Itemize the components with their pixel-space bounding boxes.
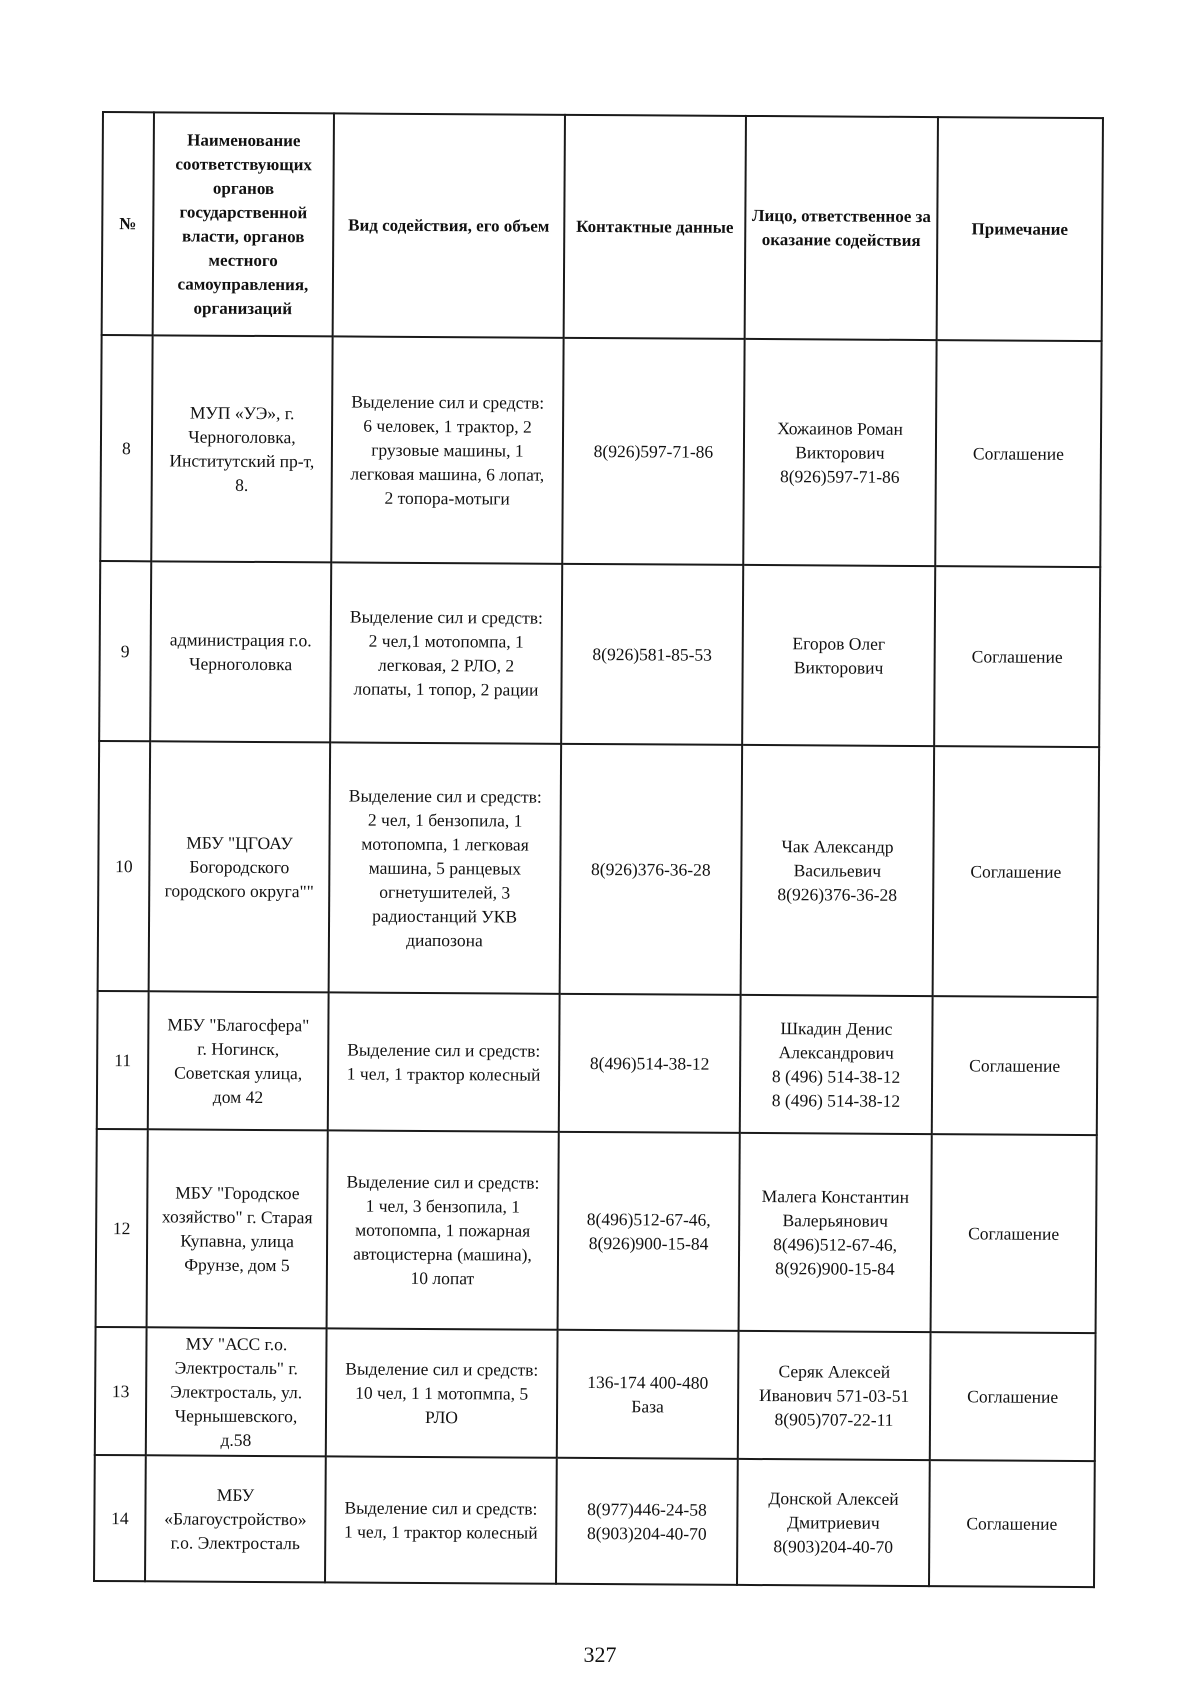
row-num: 14 xyxy=(94,1455,146,1581)
row-note: Соглашение xyxy=(932,996,1098,1135)
row-kind: Выделение сил и средств: 2 чел, 1 бензопила, 1 мотопомпа, 1 легковая машина, 5 ранцевых огнетушителей, 3 радиостанций УКВ диапозона xyxy=(329,742,562,993)
row-person: Донской Алексей Дмитриевич 8(903)204-40-70 xyxy=(737,1459,930,1586)
row-contacts: 8(926)597-71-86 xyxy=(562,338,744,565)
table-row xyxy=(97,991,1098,1135)
assistance-table xyxy=(93,111,1104,1588)
row-num: 12 xyxy=(96,1129,148,1327)
row-num: 11 xyxy=(97,991,149,1129)
row-note: Соглашение xyxy=(930,1332,1096,1461)
row-kind: Выделение сил и средств: 1 чел, 1 трактор колесный xyxy=(325,1456,557,1583)
header-contacts: Контактные данные xyxy=(564,115,746,339)
row-note: Соглашение xyxy=(935,340,1101,567)
table-row xyxy=(98,741,1100,997)
row-contacts: 8(926)376-36-28 xyxy=(560,744,743,995)
table-row xyxy=(94,1455,1095,1587)
header-note: Примечание xyxy=(937,117,1103,341)
row-num: 9 xyxy=(99,561,151,741)
row-person: Шкадин Денис Александрович 8 (496) 514-38-12 8 (496) 514-38-12 xyxy=(740,995,933,1134)
row-person: Малега Константин Валерьянович 8(496)512-67-46, 8(926)900-15-84 xyxy=(739,1133,932,1332)
row-person: Хожаинов Роман Викторович 8(926)597-71-86 xyxy=(743,339,936,566)
row-num: 13 xyxy=(95,1327,147,1455)
header-row xyxy=(102,112,1103,341)
table-row xyxy=(99,561,1100,747)
row-org: МБУ «Благоустройство» г.о. Электросталь xyxy=(145,1455,326,1582)
page-number: 327 xyxy=(583,1642,617,1667)
row-org: МУП «УЭ», г. Черноголовка, Институтский пр-т, 8. xyxy=(151,335,332,562)
row-kind: Выделение сил и средств: 2 чел,1 мотопомпа, 1 легковая, 2 РЛО, 2 лопаты, 1 топор, 2 рации xyxy=(330,562,562,743)
row-contacts: 8(926)581-85-53 xyxy=(561,564,743,745)
row-org: МБУ "Благосфера" г. Ногинск, Советская улица, дом 42 xyxy=(148,991,329,1130)
row-org: МБУ "Городское хозяйство" г. Старая Купавна, улица Фрунзе, дом 5 xyxy=(147,1129,328,1328)
row-person: Чак Александр Васильевич 8(926)376-36-28 xyxy=(741,745,935,996)
row-contacts: 8(496)514-38-12 xyxy=(559,994,741,1133)
row-org: администрация г.о. Черноголовка xyxy=(150,561,331,742)
row-num: 10 xyxy=(98,741,151,991)
row-note: Соглашение xyxy=(931,1134,1097,1333)
row-kind: Выделение сил и средств: 6 человек, 1 трактор, 2 грузовые машины, 1 легковая машина, 6 лопат, 2 топора-мотыги xyxy=(331,336,563,563)
header-num: № xyxy=(102,112,154,335)
row-person: Серяк Алексей Иванович 571-03-51 8(905)707-22-11 xyxy=(738,1331,931,1460)
row-contacts: 136-174 400-480 База xyxy=(557,1330,739,1459)
row-note: Соглашение xyxy=(929,1460,1095,1587)
row-kind: Выделение сил и средств: 1 чел, 1 трактор колесный xyxy=(328,992,560,1131)
row-kind: Выделение сил и средств: 10 чел, 1 1 мотопмпа, 5 РЛО xyxy=(326,1328,558,1457)
row-note: Соглашение xyxy=(934,566,1100,747)
row-org: МУ "АСС г.о. Электросталь" г. Электросталь, ул. Чернышевского, д.58 xyxy=(146,1327,327,1456)
row-contacts: 8(977)446-24-58 8(903)204-40-70 xyxy=(556,1458,738,1585)
row-note: Соглашение xyxy=(933,746,1100,997)
row-org: МБУ "ЦГОАУ Богородского городского округа"" xyxy=(149,741,331,992)
row-kind: Выделение сил и средств: 1 чел, 3 бензопила, 1 мотопомпа, 1 пожарная автоцистерна (машина), 10 лопат xyxy=(327,1130,559,1329)
header-kind: Вид содействия, его объем xyxy=(333,113,565,337)
table-row xyxy=(95,1327,1096,1461)
row-contacts: 8(496)512-67-46, 8(926)900-15-84 xyxy=(558,1132,740,1331)
header-org: Наименование соответствующих органов государственной власти, органов местного самоуправления, организаций xyxy=(153,112,334,336)
row-num: 8 xyxy=(100,335,152,561)
table-row xyxy=(96,1129,1097,1333)
header-person: Лицо, ответственное за оказание содействия xyxy=(745,116,938,340)
table-row xyxy=(100,335,1101,567)
row-person: Егоров Олег Викторович xyxy=(742,565,935,746)
